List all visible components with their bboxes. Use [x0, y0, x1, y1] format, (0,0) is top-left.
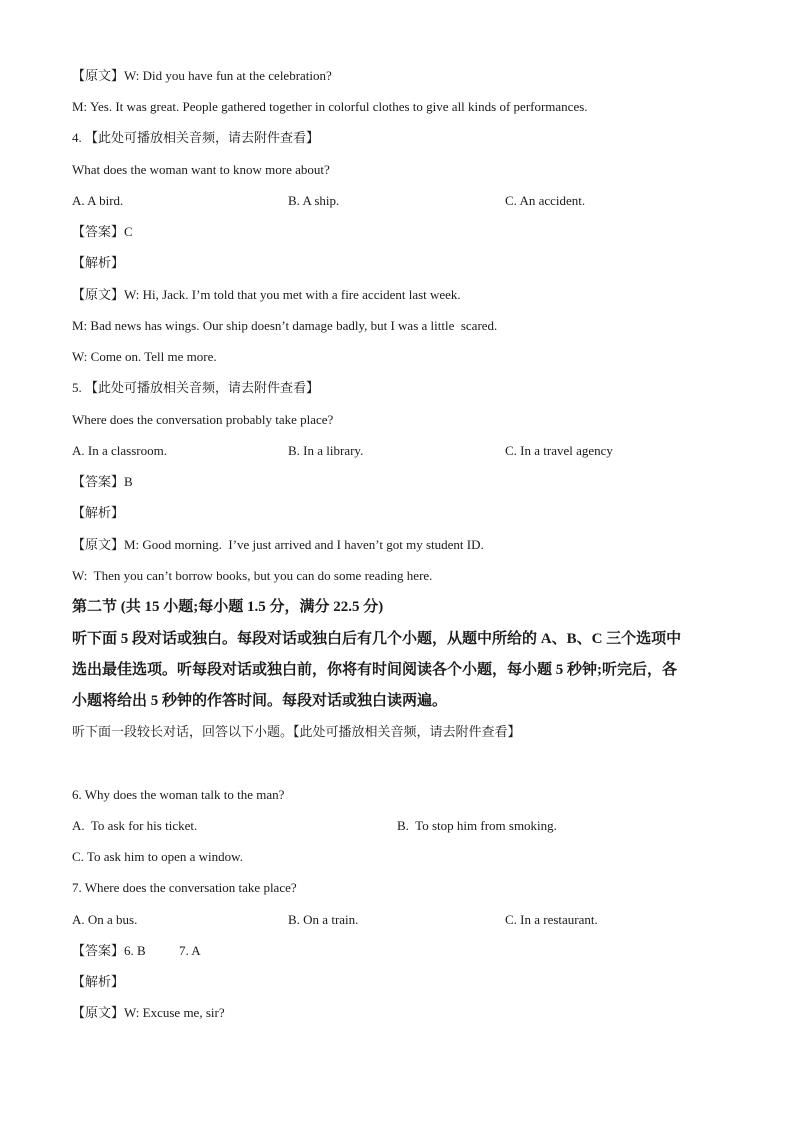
option: A. In a classroom.	[72, 443, 167, 458]
answer-line: 【答案】6. B	[72, 943, 146, 958]
option: C. An accident.	[505, 193, 586, 208]
option: A. On a bus.	[72, 912, 138, 927]
analysis-label: 【解析】	[72, 255, 125, 270]
text-line: W: Then you can’t borrow books, but you can do some reading here.	[72, 568, 433, 583]
option: C. To ask him to open a window.	[72, 849, 243, 864]
option: B. To stop him from smoking.	[397, 818, 557, 833]
question-text: What does the woman want to know more about?	[72, 162, 330, 177]
text-line: M: Yes. It was great. People gathered together in colorful clothes to give all kinds of performances.	[72, 99, 588, 114]
question-text: 6. Why does the woman talk to the man?	[72, 787, 285, 802]
text-line: M: Bad news has wings. Our ship doesn’t damage badly, but I was a little scared.	[72, 318, 498, 333]
instruction-line: 听下面 5 段对话或独白。每段对话或独白后有几个小题，从题中所给的 A、B、C 三个选项中	[72, 631, 682, 647]
question-heading: 4. 【此处可播放相关音频，请去附件查看】	[72, 130, 320, 145]
answer-line: 【答案】B	[72, 474, 133, 489]
option: C. In a restaurant.	[505, 912, 598, 927]
answer-line: 7. A	[179, 943, 201, 958]
instruction-line: 听下面一段较长对话，回答以下小题。【此处可播放相关音频，请去附件查看】	[72, 724, 521, 739]
section-heading: 第二节 (共 15 小题;每小题 1.5 分，满分 22.5 分)	[72, 599, 384, 615]
option: C. In a travel agency	[505, 443, 613, 458]
text-line: 【原文】M: Good morning. I’ve just arrived and I haven’t got my student ID.	[72, 537, 484, 552]
option: B. A ship.	[288, 193, 340, 208]
answer-line: 【答案】C	[72, 224, 133, 239]
question-text: 7. Where does the conversation take place?	[72, 880, 297, 895]
instruction-line: 小题将给出 5 秒钟的作答时间。每段对话或独白读两遍。	[72, 693, 448, 709]
option: B. On a train.	[288, 912, 359, 927]
analysis-label: 【解析】	[72, 974, 125, 989]
option: A. A bird.	[72, 193, 124, 208]
option: A. To ask for his ticket.	[72, 818, 198, 833]
text-line: W: Come on. Tell me more.	[72, 349, 217, 364]
text-line: 【原文】W: Excuse me, sir?	[72, 1005, 225, 1020]
question-heading: 5. 【此处可播放相关音频，请去附件查看】	[72, 380, 320, 395]
text-line: 【原文】W: Hi, Jack. I’m told that you met with a fire accident last week.	[72, 287, 461, 302]
text-line: 【原文】W: Did you have fun at the celebration?	[72, 68, 332, 83]
analysis-label: 【解析】	[72, 505, 125, 520]
instruction-line: 选出最佳选项。听每段对话或独白前，你将有时间阅读各个小题，每小题 5 秒钟;听完后，各	[72, 662, 677, 678]
question-text: Where does the conversation probably take place?	[72, 412, 334, 427]
option: B. In a library.	[288, 443, 364, 458]
